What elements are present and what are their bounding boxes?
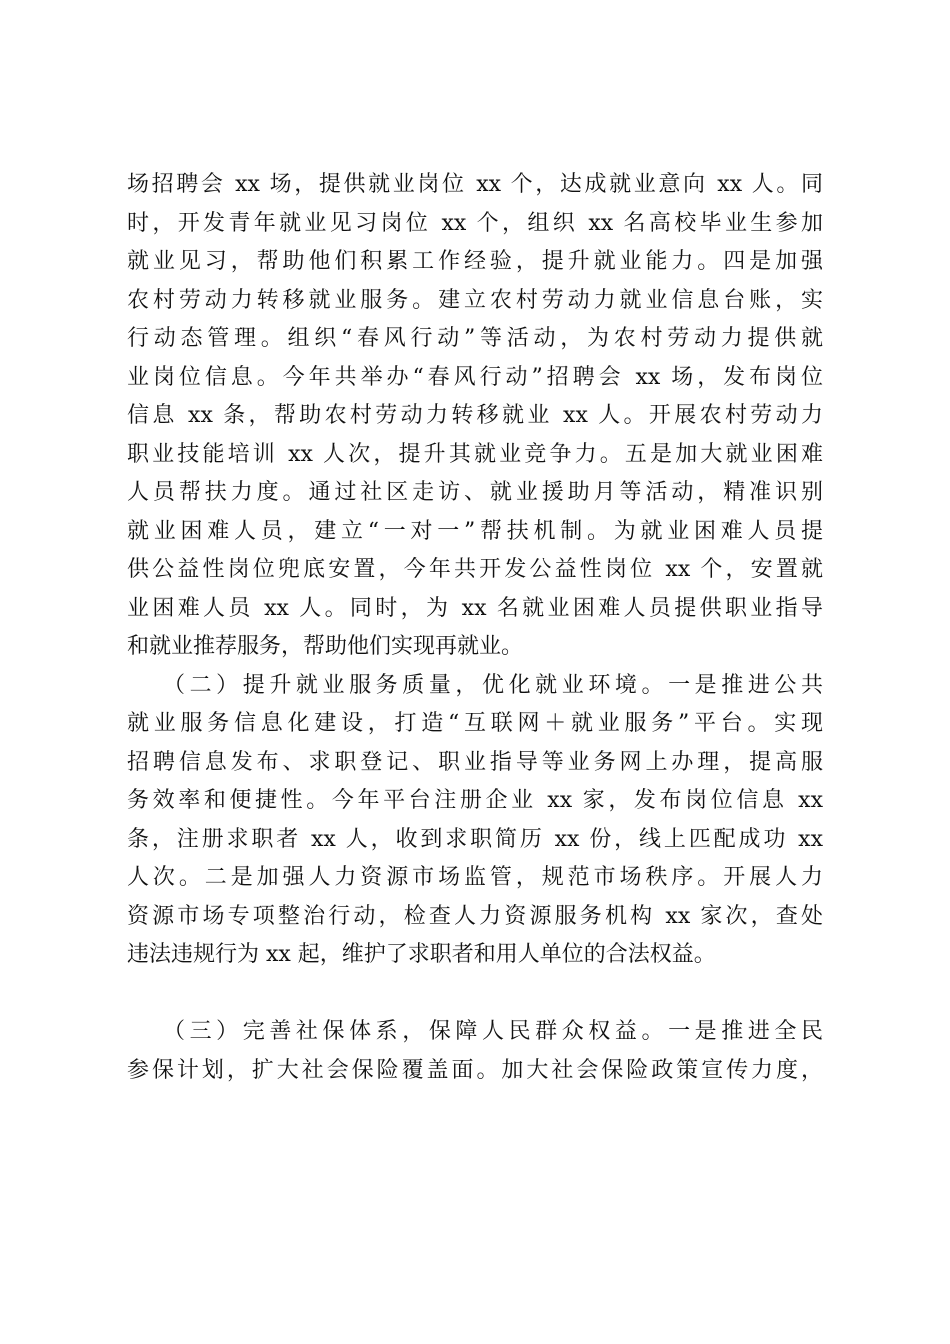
text-line: 就业服务信息化建设，打造“互联网＋就业服务”平台。实现 — [127, 711, 823, 736]
paragraph-gap — [127, 975, 823, 1014]
text-line: 业岗位信息。今年共举办“春风行动”招聘会 xx 场，发布岗位 — [127, 364, 823, 390]
text-line: 供公益性岗位兜底安置，今年共开发公益性岗位 xx 个，安置就 — [127, 557, 823, 582]
text-line: 行动态管理。组织“春风行动”等活动，为农村劳动力提供就 — [127, 326, 823, 351]
text-line: 业困难人员 xx 人。同时，为 xx 名就业困难人员提供职业指导 — [127, 595, 823, 621]
text-line: 时，开发青年就业见习岗位 xx 个，组织 xx 名高校毕业生参加 — [127, 210, 823, 236]
section-heading-line: （三）完善社保体系，保障人民群众权益。一是推进全民 — [163, 1019, 823, 1044]
document-page — [127, 166, 823, 1090]
paragraph-1 — [127, 166, 823, 667]
text-line: 农村劳动力转移就业服务。建立农村劳动力就业信息台账，实 — [127, 287, 823, 313]
text-line: 就业困难人员，建立“一对一”帮扶机制。为就业困难人员提 — [127, 518, 823, 544]
text-line: 务效率和便捷性。今年平台注册企业 xx 家，发布岗位信息 xx — [127, 788, 823, 813]
text-line: 人员帮扶力度。通过社区走访、就业援助月等活动，精准识别 — [127, 480, 823, 505]
paragraph-2 — [127, 667, 823, 975]
text-line: 人次。二是加强人力资源市场监管，规范市场秩序。开展人力 — [127, 865, 823, 890]
text-line: 条，注册求职者 xx 人，收到求职简历 xx 份，线上匹配成功 xx — [127, 826, 823, 852]
paragraph-3 — [127, 1013, 823, 1090]
text-line: 资源市场专项整治行动，检查人力资源服务机构 xx 家次，查处 — [127, 903, 823, 929]
text-line: 和就业推荐服务，帮助他们实现再就业。 — [127, 634, 524, 659]
text-line: 违法违规行为 xx 起，维护了求职者和用人单位的合法权益。 — [127, 942, 716, 967]
text-line: 招聘信息发布、求职登记、职业指导等业务网上办理，提高服 — [127, 749, 823, 775]
text-line: 职业技能培训 xx 人次，提升其就业竞争力。五是加大就业困难 — [127, 441, 823, 467]
text-line: 就业见习，帮助他们积累工作经验，提升就业能力。四是加强 — [127, 249, 823, 274]
section-heading-line: （二）提升就业服务质量，优化就业环境。一是推进公共 — [163, 672, 823, 698]
text-line: 场招聘会 xx 场，提供就业岗位 xx 个，达成就业意向 xx 人。同 — [127, 172, 823, 197]
text-line: 参保计划，扩大社会保险覆盖面。加大社会保险政策宣传力度， — [127, 1057, 823, 1083]
text-line: 信息 xx 条，帮助农村劳动力转移就业 xx 人。开展农村劳动力 — [127, 403, 823, 428]
